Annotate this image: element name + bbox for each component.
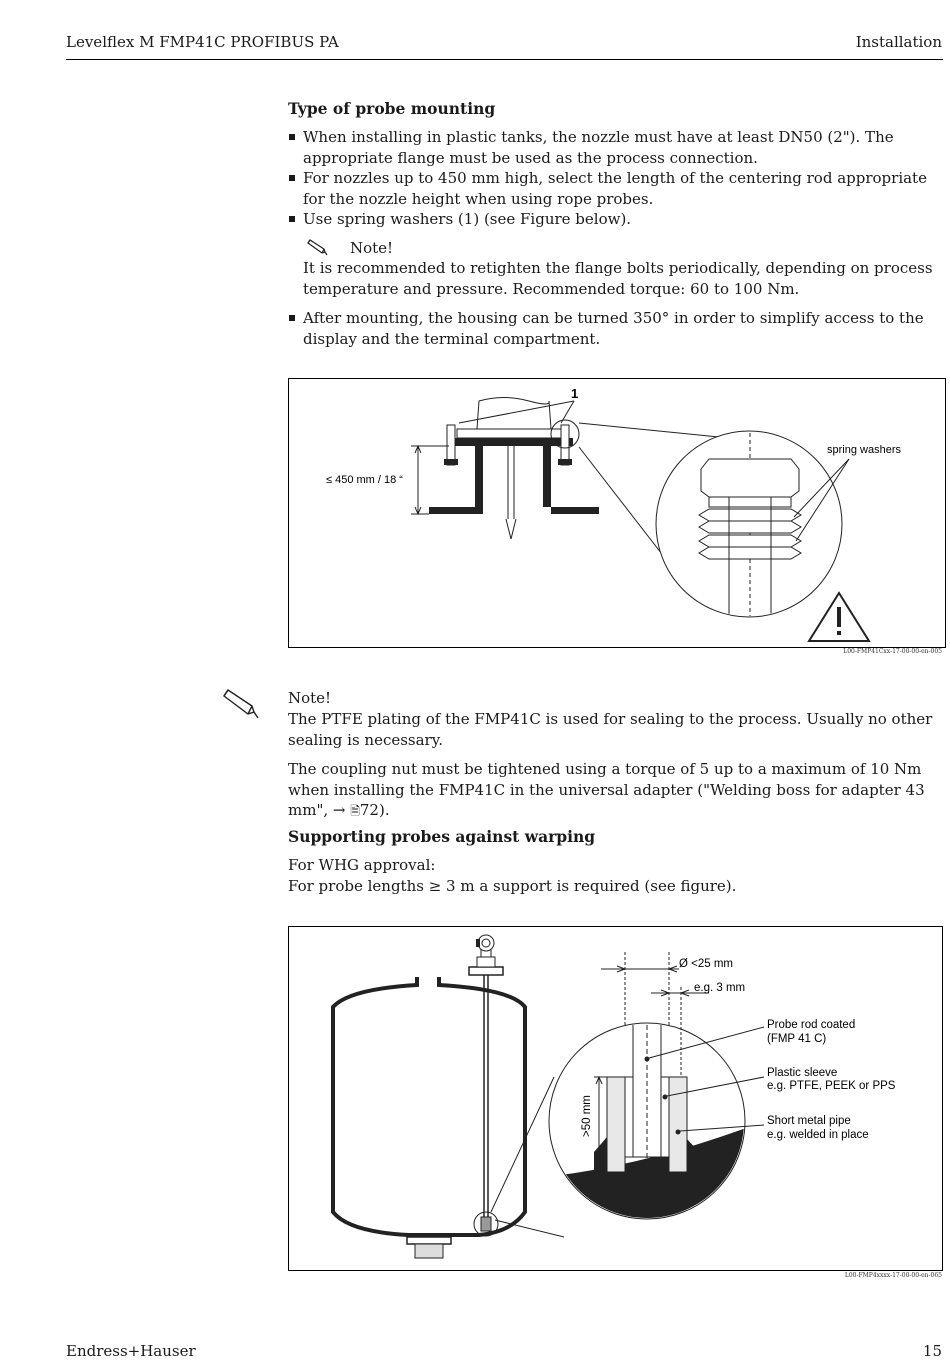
- list-item: [288, 127, 943, 168]
- spring-washers-label: spring washers: [827, 444, 901, 456]
- figure-spring-washers: [288, 378, 946, 648]
- header-section: Installation: [855, 33, 942, 51]
- pipe-label-line2: e.g. welded in place: [767, 1129, 869, 1141]
- bullet-text: Use spring washers (1) (see Figure below).: [303, 210, 632, 228]
- height-dimension-label: ≤ 450 mm / 18 “: [326, 474, 403, 486]
- bullet-list-mounting: [288, 127, 943, 230]
- bullet-icon: [289, 216, 295, 222]
- height-label: >50 mm: [581, 1095, 593, 1137]
- coupling-nut-text: [288, 759, 943, 822]
- figure-probe-support: [288, 926, 943, 1271]
- figure-id: L00-FMP41Cxx-17-00-00-en-005: [843, 648, 942, 655]
- sleeve-label-line2: e.g. PTFE, PEEK or PPS: [767, 1080, 896, 1092]
- figure-id: L00-FMP4xxxx-17-00-00-en-065: [844, 1272, 942, 1279]
- list-item: [288, 168, 943, 209]
- section-heading-supporting-probes: Supporting probes against warping: [288, 827, 596, 846]
- flange-diagram: [289, 379, 945, 647]
- bullet-text: When installing in plastic tanks, the nozzle must have at least DN50 (2"). The appropriate flange must be used as the process connection.: [303, 128, 894, 167]
- pencil-note-icon: [220, 688, 260, 720]
- diameter-label: Ø <25 mm: [679, 958, 734, 970]
- page-icon: 🗎: [350, 804, 360, 818]
- bullet-icon: [289, 134, 295, 140]
- bullet-icon: [289, 175, 295, 181]
- bullet-list-housing: [288, 308, 943, 349]
- coupling-nut-sentence: The coupling nut must be tightened using a torque of 5 up to a maximum of 10 Nm when installing the FMP41C in the universal adapter ("Welding boss for adapter 43 mm", →: [288, 760, 925, 819]
- probe-length-line: For probe lengths ≥ 3 m a support is required (see figure).: [288, 877, 737, 895]
- footer-brand: Endress+Hauser: [66, 1342, 196, 1360]
- rod-label-line1: Probe rod coated: [767, 1019, 856, 1031]
- section-heading-probe-mounting: Type of probe mounting: [288, 99, 496, 118]
- note2-label: Note!: [288, 689, 332, 707]
- tank-diagram: [289, 927, 942, 1270]
- note-text: It is recommended to retighten the flange bolts periodically, depending on process temperature and pressure. Recommended torque: 60 to 100 Nm.: [303, 259, 933, 298]
- pencil-note-icon: [304, 239, 330, 257]
- whg-approval-line: For WHG approval:: [288, 856, 436, 874]
- page-number: 15: [922, 1342, 942, 1360]
- header-title: Levelflex M FMP41C PROFIBUS PA: [66, 33, 339, 51]
- list-item: [288, 308, 943, 349]
- header-rule: [66, 59, 943, 60]
- sleeve-label-line1: Plastic sleeve: [767, 1067, 838, 1079]
- bullet-text: For nozzles up to 450 mm high, select the length of the centering rod appropriate for the nozzle height when using rope probes.: [303, 169, 927, 208]
- note-label: Note!: [350, 239, 394, 257]
- page-ref[interactable]: 72: [359, 801, 379, 819]
- gap-label: e.g. 3 mm: [694, 982, 746, 994]
- rod-label-line2: (FMP 41 C): [767, 1033, 827, 1045]
- bullet-text: After mounting, the housing can be turned 350° in order to simplify access to the display and the terminal compartment.: [303, 309, 924, 348]
- note2-text: The PTFE plating of the FMP41C is used for sealing to the process. Usually no other sealing is necessary.: [288, 710, 933, 749]
- callout-number: 1: [571, 386, 579, 401]
- list-item: [288, 209, 943, 230]
- bullet-icon: [289, 315, 295, 321]
- sentence-end: ).: [378, 801, 390, 819]
- pipe-label-line1: Short metal pipe: [767, 1115, 851, 1127]
